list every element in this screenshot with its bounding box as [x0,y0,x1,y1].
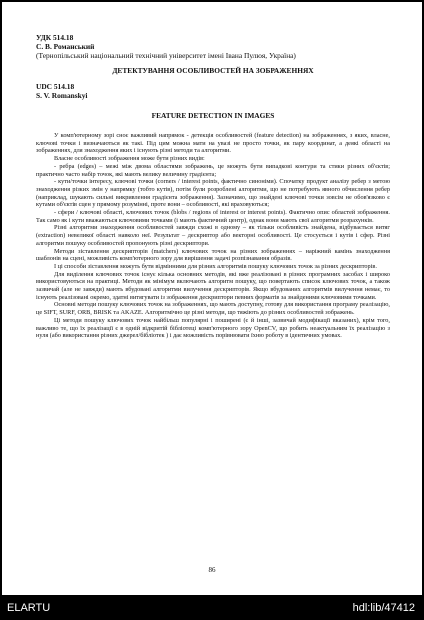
paragraph: Для виділення ключових точок існує кілька основних методів, які вже реалізовані в різних програмних засобах і широко використовуються на практиці. Методи як мінімум включають алгоритм пошуку, що повертають список ключових точок, а також зазвичай (але не завжди) мають вбудовані алгоритми вилучення дескрипторів. Якщо вбудованих алгоритмів вилучення немає, то існують реалізовані окремо, здатні витягувати із зображення дескриптори певних форматів за знайденими ключовими точками. [36,270,390,301]
watermark-left: ELARTU [7,602,51,614]
page-number: 86 [208,566,216,574]
repository-watermark-bar [0,597,424,620]
paragraph: - кути/точки інтересу, ключові точки (corners / interest points, фактично синоніми). Спочатку продукт аналізу ребер з метою знаходження різких змін у напрямку (тобто кутів), потім були розроблені алгоритми, що не потребують явного обчислення ребер (наприклад, шукають сильні викривлення градієнта зображення). Зазначимо, що знайдені ключові точки зовсім не обов'язково є кутами об'єктів сцен у прямому розумінні, проте вони – особливості, які враховуються; [36,178,390,209]
paragraph: Основні методи пошуку ключових точок на зображеннях, що мають доступну, готову для використання програму реалізацію, це SIFT, SURF, ORB, BRISK та AKAZE. Алгоритмічно це різні методи, що тяжіють до різних особливостей зображень. [36,301,390,317]
affiliation-ua: (Тернопільський національний технічний університет імені Івана Пулюя, Україна) [36,51,296,60]
paragraph: Різні алгоритми знаходження особливостей завжди схожі в одному – як тільки особливість знайдена, відбувається витяг (extraction) невеликої області навколо неї. Результат – дескриптор або векторні особливості. Це стосується і кутів і сфер. Різні алгоритми пошуку особливостей пропонують різні дескриптори. [36,224,390,247]
title-ua: ДЕТЕКТУВАННЯ ОСОБЛИВОСТЕЙ НА ЗОБРАЖЕННЯХ [112,66,314,75]
udk-ua: УДК 514.18 [36,33,74,42]
author-en: S. V. Romanskyi [36,91,88,100]
author-ua: С. В. Романський [36,42,95,51]
paragraph: - ребра (edges) – межі між двома областями зображень, це можуть бути випадкові контури та стики різних об'єктів; практично часто набір точок, які мають велику величину градієнта; [36,162,390,178]
paragraph: Методи зіставлення дескрипторів (matchers) ключових точок на різних зображеннях – наріжний камінь знаходження шаблонів на сцені, можливість комп'ютерного зору для вирішення задачі розпізнавання образів. [36,247,390,263]
watermark-right: hdl:lib/47412 [352,602,415,614]
paragraph: Ці методи пошуку ключових точок найбільш популярні і поширені (є й інші, зазвичай модифікації вказаних), крім того, важливо те, що їх реалізації є в одній відкритій бібліотеці комп'ютерного зору OpenCV, що робить неактуальним їх реалізацію з нуля (або використання різних джерел/бібліотек ) і дає можливість порівнювати їхню роботу в ідентичних умовах. [36,316,390,340]
udk-en: UDC 514.18 [36,82,75,91]
paragraph: У комп'ютерному зорі сноє важливий напрямок - детекція особливостей (feature detection) на зображеннях, з яких, власне, ключові точки і визначаються як такі. Під цим можна мати на увазі не просто точки, як пару координат, а деякі області на зображеннях, для знаходження яких і існують різні методи та алгоритми. [36,132,390,155]
paragraph: - сфери / ключові області, ключових точок (blobs / regions of interest or interest points). Фактично опис областей зображення. Так само як і кути вважаються ключовими точками (і мають фактичний центр), однак вони мають свої алгоритми розрахунків. [36,209,390,224]
document-page [2,2,422,595]
article-body [36,33,390,340]
paragraph: І ці способи зіставлення можуть бути відмінними для різних алгоритмів пошуку ключових точок за різних дескрипторів. [54,262,377,270]
paragraph: Власне особливості зображення може бути різних видів: [54,155,205,163]
title-en: FEATURE DETECTION IN IMAGES [151,111,275,120]
